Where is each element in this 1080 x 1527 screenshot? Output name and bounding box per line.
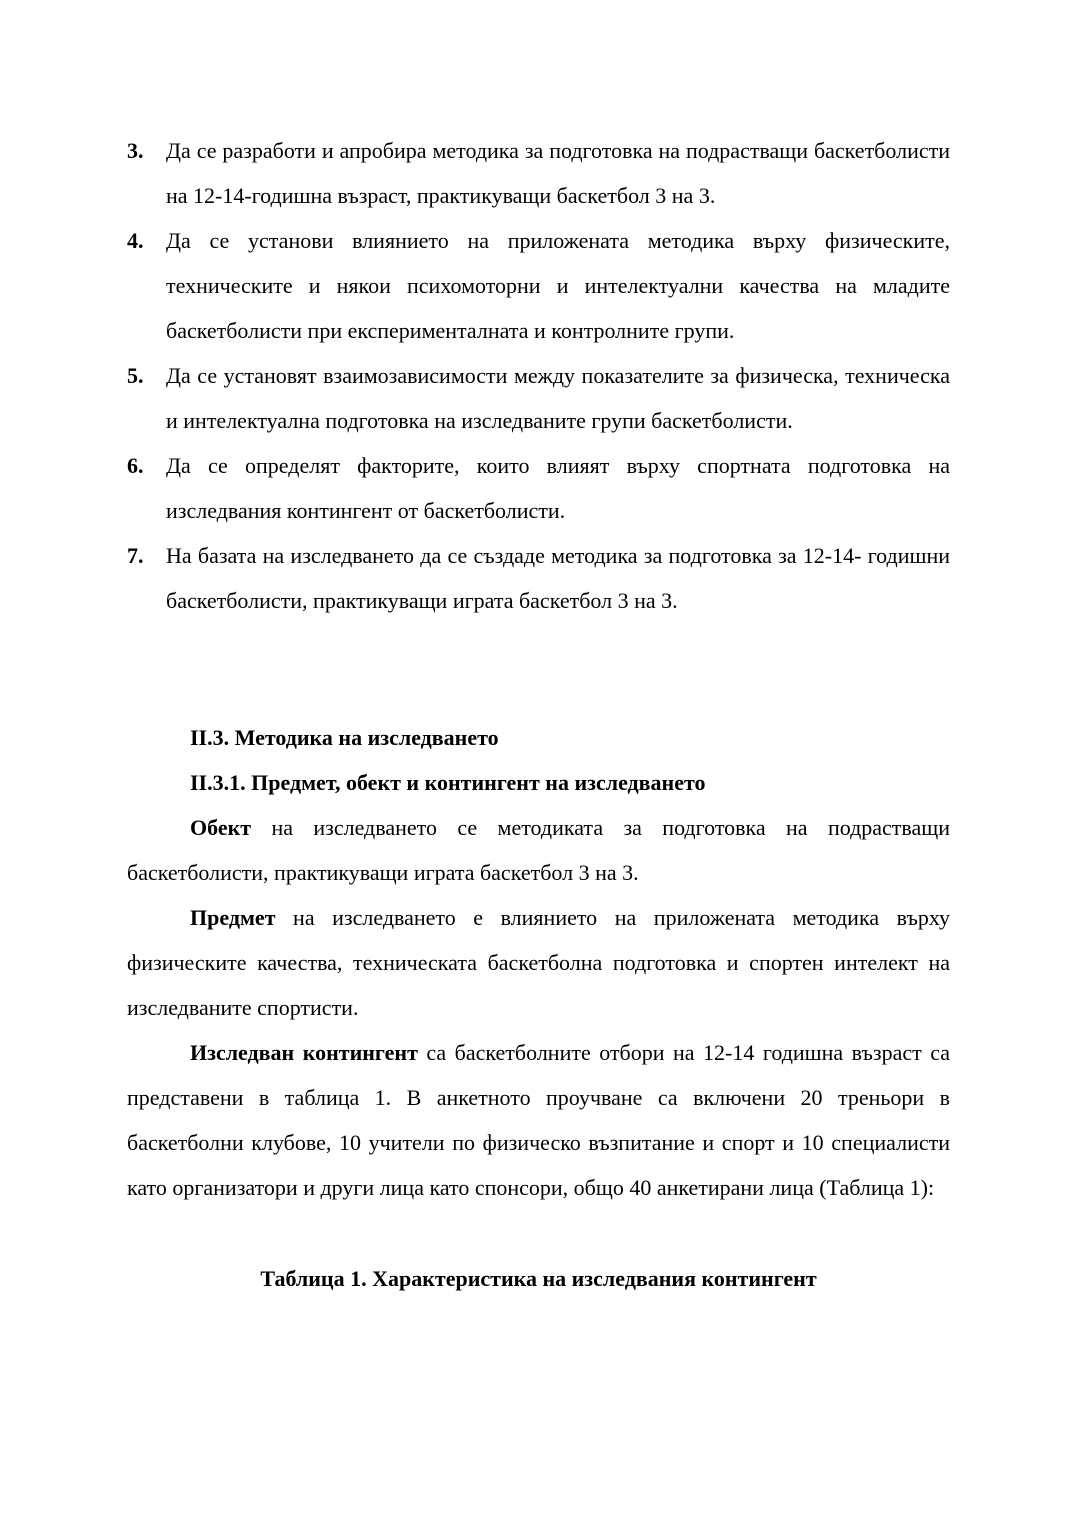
list-item — [127, 218, 950, 353]
paragraph-lead: Обект — [190, 815, 252, 840]
paragraph-subject — [127, 895, 950, 1030]
list-item-number: 5. — [127, 363, 144, 388]
table-caption: Таблица 1. Характеристика на изследвания контингент — [260, 1266, 817, 1291]
list-item — [127, 128, 950, 218]
list-item-text: Да се установят взаимозависимости между показателите за физическа, техническа и интелектуална подготовка на изследваните групи баскетболисти. — [166, 363, 950, 433]
list-item-number: 3. — [127, 138, 144, 163]
list-item-text: Да се разработи и апробира методика за подготовка на подрастващи баскетболисти на 12-14-годишна възраст, практикуващи баскетбол 3 на 3. — [166, 138, 950, 208]
paragraph-lead: Изследван контингент — [190, 1040, 418, 1065]
list-item-text: Да се установи влиянието на приложената методика върху физическите, техническите и някои психомоторни и интелектуални качества на младите баскетболисти при експерименталната и контролните групи. — [166, 228, 950, 343]
paragraph-lead: Предмет — [190, 905, 276, 930]
section-heading: II.3. Методика на изследването — [190, 725, 499, 750]
list-item-number: 7. — [127, 543, 144, 568]
paragraph-contingent — [127, 1030, 950, 1210]
numbered-task-list — [127, 128, 950, 623]
paragraph-text: на изследването се методиката за подготовка на подрастващи баскетболисти, практикуващи играта баскетбол 3 на 3. — [127, 815, 950, 885]
paragraph-text: са баскетболните отбори на 12-14 годишна възраст са представени в таблица 1. В анкетното проучване са включени 20 треньори в баскетболни клубове, 10 учители по физическо възпитание и спорт и 10 специалисти като организатори и други лица като спонсори, общо 40 анкетирани лица (Таблица 1): — [127, 1040, 951, 1200]
list-item — [127, 533, 950, 623]
list-item-number: 6. — [127, 453, 144, 478]
list-item-text: На базата на изследването да се създаде методика за подготовка за 12-14- годишни баскетболисти, практикуващи играта баскетбол 3 на 3. — [166, 543, 950, 613]
paragraph-text: на изследването е влиянието на приложената методика върху физическите качества, техническата баскетболна подготовка и спортен интелект на изследваните спортисти. — [127, 905, 950, 1020]
list-item — [127, 443, 950, 533]
paragraph-object — [127, 805, 950, 895]
subsection-heading: II.3.1. Предмет, обект и контингент на изследването — [190, 770, 706, 795]
list-item-text: Да се определят факторите, които влияят върху спортната подготовка на изследвания контингент от баскетболисти. — [166, 453, 950, 523]
list-item-number: 4. — [127, 228, 144, 253]
list-item — [127, 353, 950, 443]
